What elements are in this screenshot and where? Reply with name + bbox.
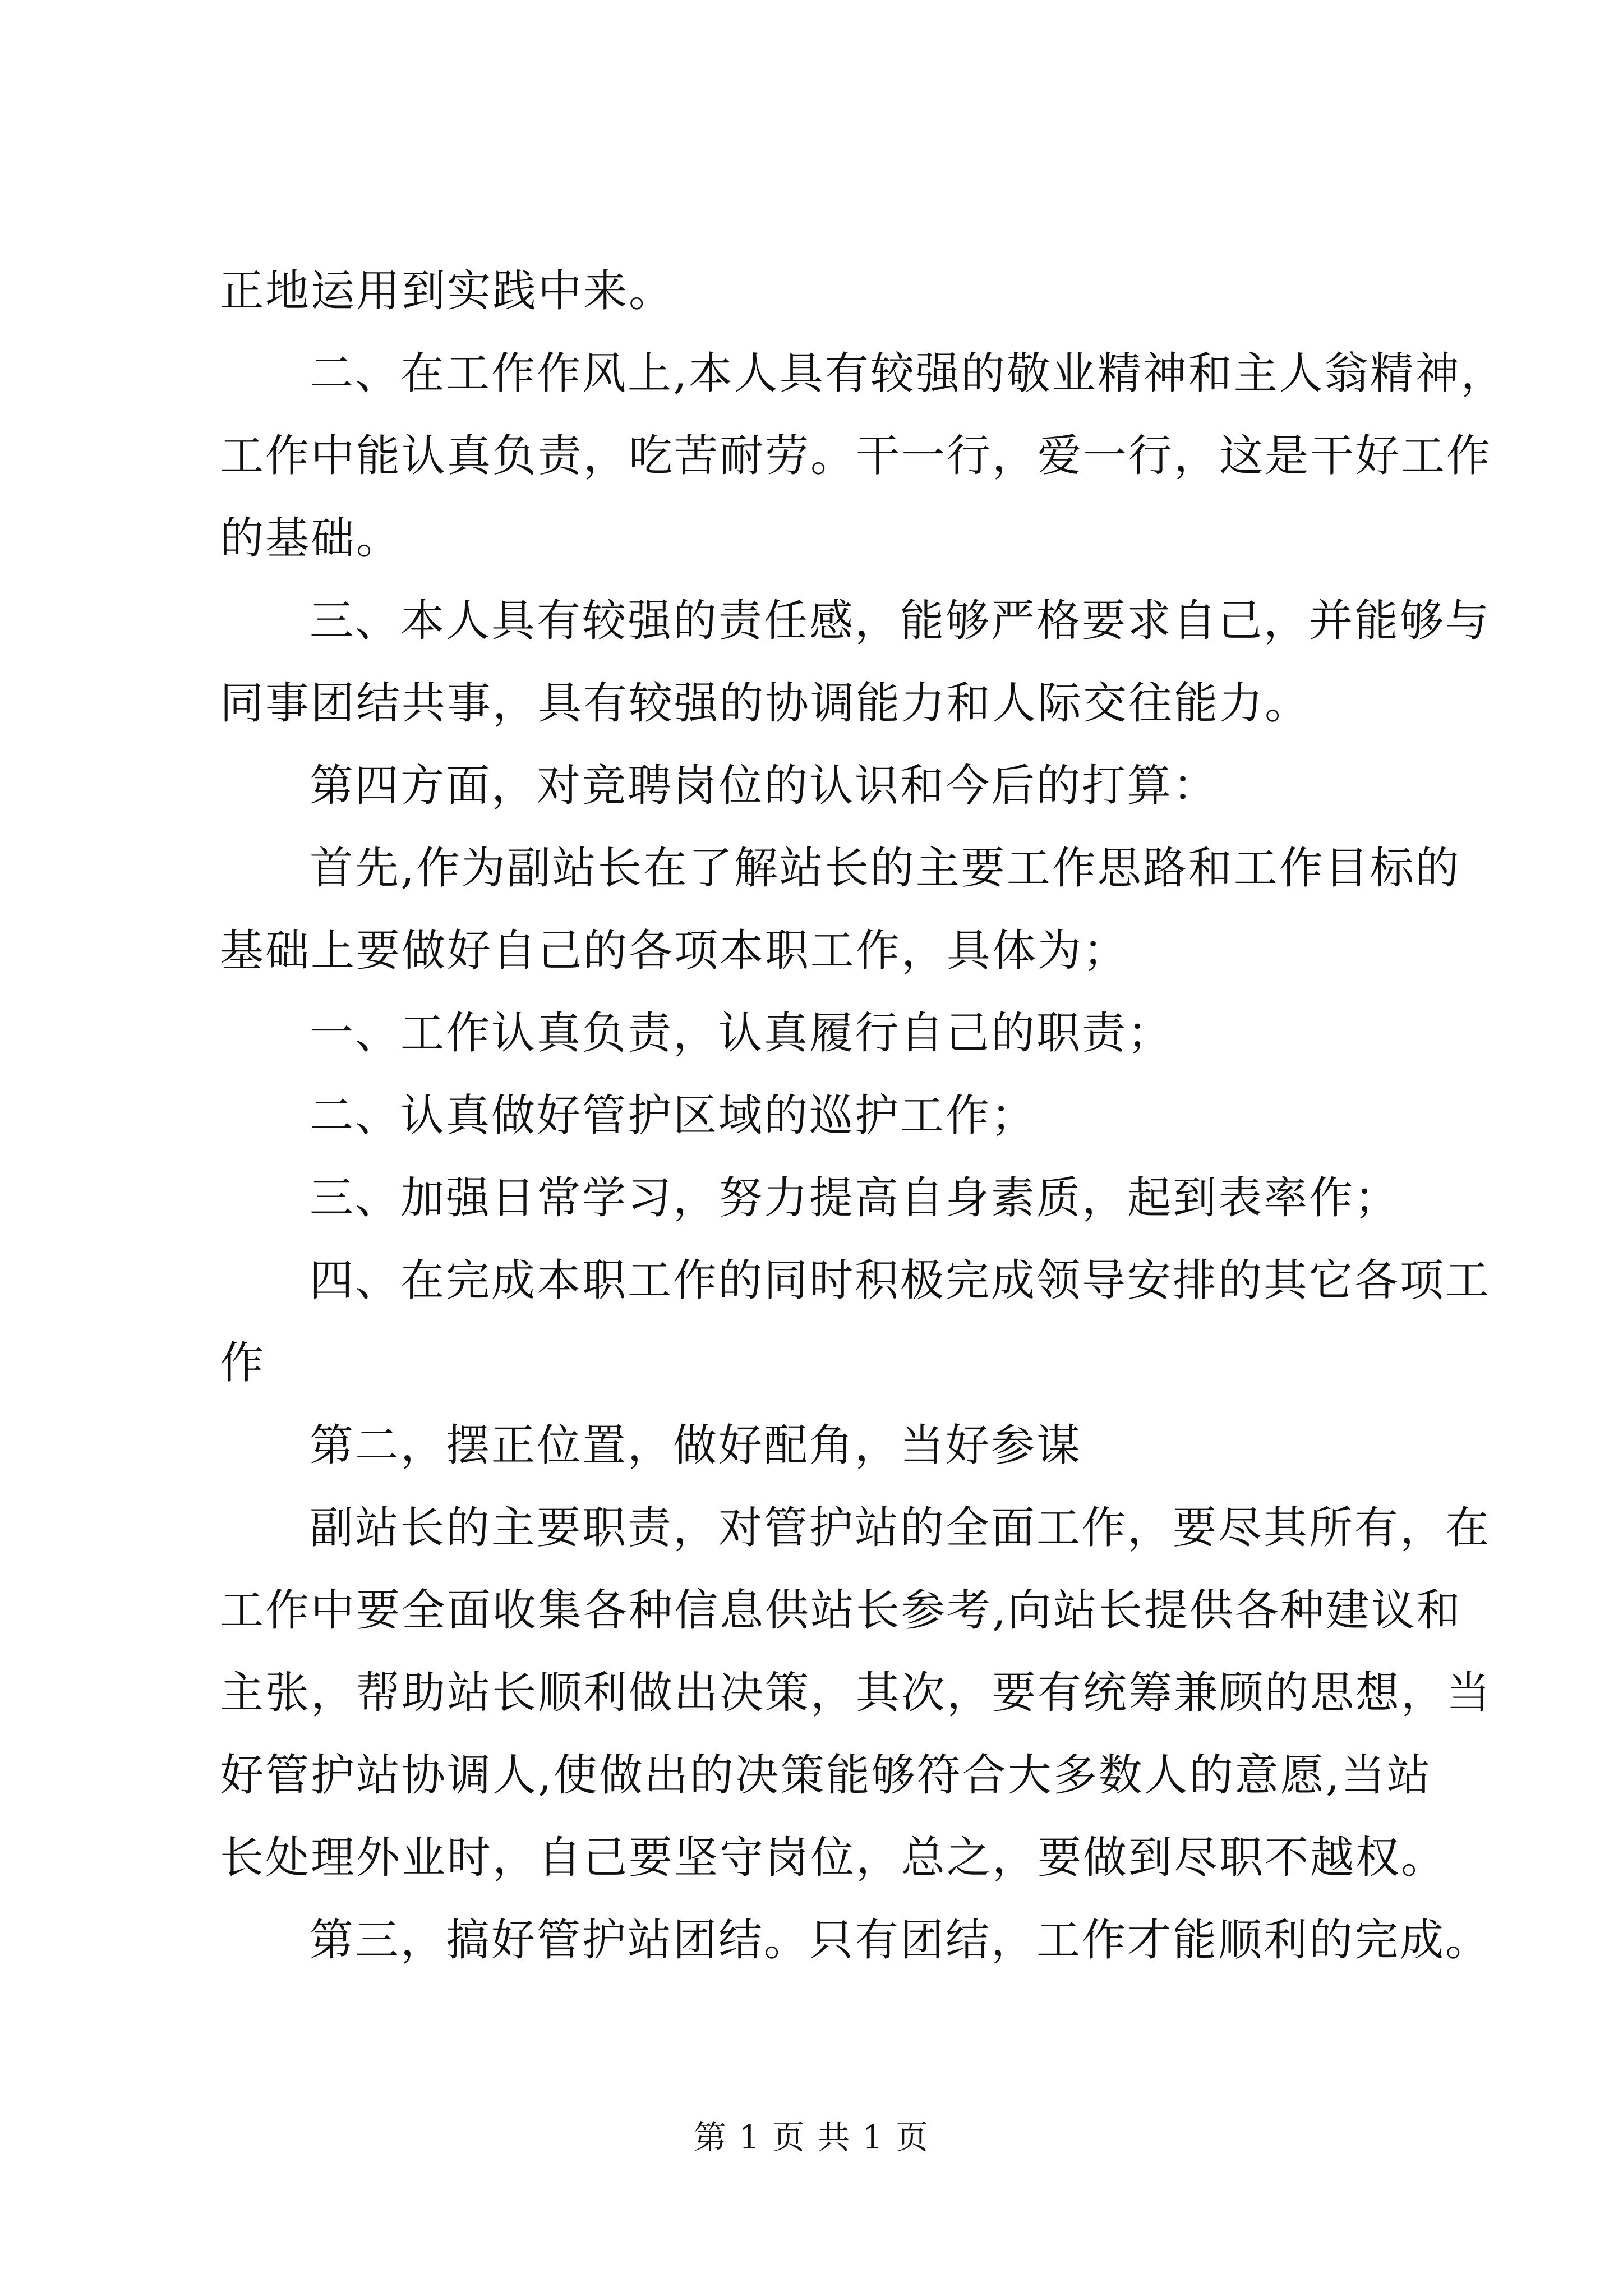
text-line: 长处理外业时，自己要坚守岗位，总之，要做到尽职不越权。 (220, 1833, 1447, 1883)
text-line: 工作中要全面收集各种信息供站长参考,向站长提供各种建议和 (220, 1585, 1462, 1636)
text-line: 一、工作认真负责，认真履行自己的职责； (310, 1008, 1173, 1059)
text-line: 二、认真做好管护区域的巡护工作； (310, 1091, 1037, 1141)
text-line: 第四方面，对竞聘岗位的认识和今后的打算： (310, 761, 1219, 811)
text-line: 四、在完成本职工作的同时积极完成领导安排的其它各项工 (310, 1255, 1491, 1306)
text-line: 主张，帮助站长顺利做出决策，其次，要有统筹兼顾的思想，当 (220, 1668, 1492, 1718)
text-line: 三、本人具有较强的责任感，能够严格要求自己，并能够与 (310, 596, 1491, 646)
text-line: 同事团结共事，具有较强的协调能力和人际交往能力。 (220, 678, 1311, 729)
text-line: 第三，搞好管护站团结。只有团结，工作才能顺利的完成。 (310, 1915, 1491, 1966)
text-line: 的基础。 (220, 513, 402, 564)
text-line: 正地运用到实践中来。 (220, 266, 675, 316)
text-line: 首先,作为副站长在了解站长的主要工作思路和工作目标的 (310, 843, 1461, 894)
text-line: 工作中能认真负责，吃苦耐劳。干一行，爱一行，这是干好工作 (220, 431, 1492, 481)
document-body (220, 250, 1506, 1982)
text-line: 三、加强日常学习，努力提高自身素质，起到表率作； (310, 1173, 1400, 1223)
text-line: 二、在工作作风上,本人具有较强的敬业精神和主人翁精神， (310, 348, 1506, 399)
text-line: 基础上要做好自己的各项本职工作，具体为； (220, 926, 1129, 976)
text-line: 副站长的主要职责，对管护站的全面工作，要尽其所有，在 (310, 1503, 1491, 1553)
text-line: 作 (220, 1338, 266, 1388)
page-footer: 第 1 页 共 1 页 (694, 2118, 929, 2156)
text-line: 好管护站协调人,使做出的决策能够符合大多数人的意愿,当站 (220, 1750, 1432, 1801)
text-line: 第二，摆正位置，做好配角，当好参谋 (310, 1420, 1082, 1471)
